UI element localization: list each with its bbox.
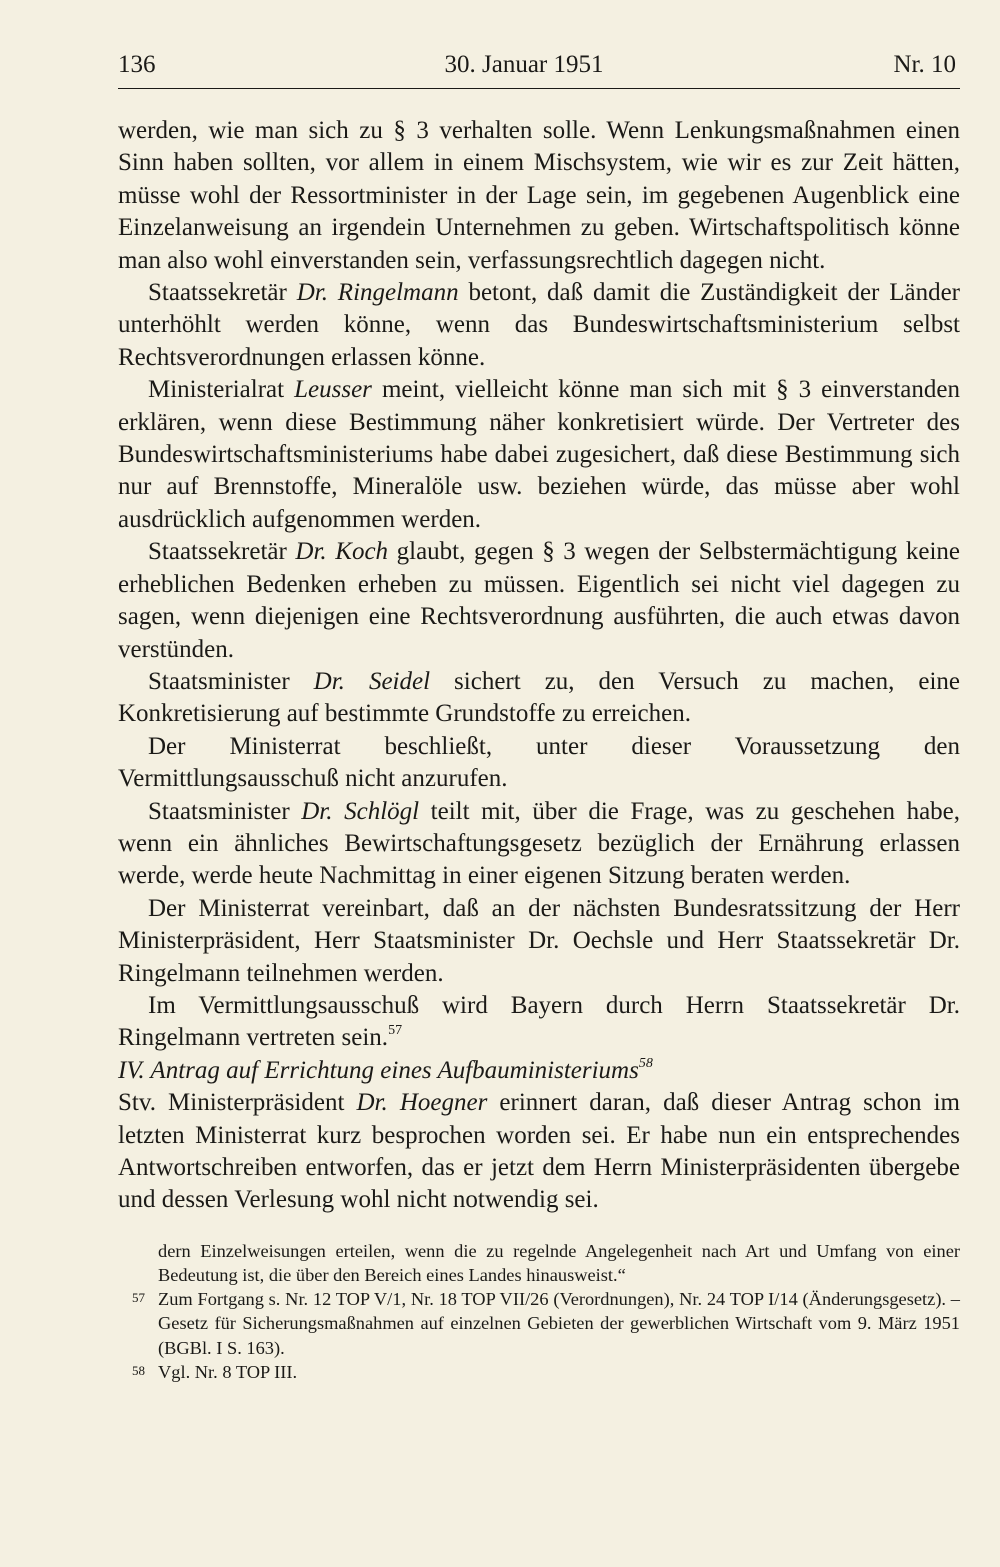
paragraph: Staatsminister Dr. Schlögl teilt mit, über die Frage, was zu geschehen habe, wenn ein ähnliches Bewirtschaftungsgesetz bezüglich der Ernährung erlassen werde, werde heute Nachmittag in einer eigenen Sitzung beraten werden.: [118, 797, 961, 890]
footnote-number: 58: [132, 1362, 145, 1378]
speaker-name: Dr. Koch: [295, 538, 389, 566]
section-heading: IV. Antrag auf Errichtung eines Aufbauministeriums$^{58}$: [118, 1055, 653, 1084]
paragraph: Stv. Ministerpräsident Dr. Hoegner erinnert daran, daß dieser Antrag schon im letzten Ministerrat kurz besprochen worden sei. Er habe nun ein entsprechendes Antwortschreiben entworfen, das er jetzt dem Herrn Ministerpräsidenten übergebe und dessen Verlesung wohl nicht notwendig sei.: [118, 1089, 960, 1214]
footnote-text: Vgl. Nr. 8 TOP III.: [158, 1361, 298, 1382]
paragraph: Ministerialrat Leusser meint, vielleicht könne man sich mit § 3 einverstanden erklären, wenn diese Bestimmung näher konkretisiert würde. Der Vertreter des Bundeswirtschaftsministeriums habe dabei zugesichert, daß diese Bestimmung sich nur auf Brennstoffe, Mineralöle usw. beziehen würde, das müsse aber wohl ausdrücklich aufgenommen werden.: [118, 376, 960, 533]
document-page: [118, 40, 960, 1384]
paragraph: werden, wie man sich zu § 3 verhalten solle. Wenn Lenkungsmaßnahmen einen Sinn haben sollten, vor allem in einem Mischsystem, wie wir es zur Zeit hätten, müsse wohl der Ressortminister in der Lage sein, im gegebenen Augenblick eine Einzelanweisung an irgendein Unternehmen zu geben. Wirtschaftspolitisch könne man also wohl einverstanden sein, verfassungsrechtlich dagegen nicht.: [118, 117, 960, 274]
speaker-name: Dr. Ringelmann: [296, 279, 459, 307]
footnote: [118, 1360, 960, 1384]
footnote: [118, 1287, 960, 1360]
paragraph: Im Vermittlungsausschuß wird Bayern durch Herrn Staatssekretär Dr. Ringelmann vertreten sein.$^{57}$: [118, 991, 960, 1052]
paragraph: Staatssekretär Dr. Ringelmann betont, daß damit die Zuständigkeit der Länder unterhöhlt werden könne, wenn das Bundeswirtschaftsministerium selbst Rechtsverordnungen erlassen könne.: [118, 279, 960, 371]
speaker-name: Dr. Seidel: [313, 667, 431, 695]
paragraph: Der Ministerrat vereinbart, daß an der nächsten Bundesratssitzung der Herr Ministerpräsident, Herr Staatsminister Dr. Oechsle und Herr Staatssekretär Dr. Ringelmann teilnehmen werden.: [118, 894, 960, 987]
speaker-name: Leusser: [294, 376, 372, 404]
paragraph: Staatsminister Dr. Seidel sichert zu, den Versuch zu machen, eine Konkretisierung auf bestimmte Grundstoffe zu erreichen.: [118, 667, 960, 728]
document-number: Nr. 10: [893, 51, 956, 78]
speaker-name: Dr. Hoegner: [356, 1089, 488, 1117]
footnote-number: 57: [132, 1290, 145, 1306]
header-date: 30. Januar 1951: [444, 51, 604, 78]
main-text: [118, 115, 960, 1217]
paragraph: Der Ministerrat beschließt, unter dieser Voraussetzung den Vermittlungsausschuß nicht anzurufen.: [118, 732, 960, 793]
paragraph: Staatssekretär Dr. Koch glaubt, gegen § 3 wegen der Selbstermächtigung keine erheblichen Bedenken erheben zu müssen. Eigentlich sei nicht viel dagegen zu sagen, wenn diejenigen eine Rechtsverordnung ausführten, die auch etwas davon verstünden.: [118, 538, 960, 663]
footnote-ref: 58: [638, 1055, 653, 1071]
footnote-continuation: dern Einzelweisungen erteilen, wenn die zu regelnde Angelegenheit nach Art und Umfang von einer Bedeutung ist, die über den Bereich eines Landes hinausweist.“: [158, 1240, 960, 1286]
footnote-text: Zum Fortgang s. Nr. 12 TOP V/1, Nr. 18 TOP VII/26 (Verordnungen), Nr. 24 TOP I/14 (Änderungsgesetz). – Gesetz für Sicherungsmaßnahmen auf einzelnen Gebieten der gewerblichen Wirtschaft vom 9. März 1951 (BGBl. I S. 163).: [158, 1289, 960, 1358]
page-number: 136: [118, 51, 156, 78]
header-rule: [118, 88, 960, 89]
speaker-name: Dr. Schlögl: [301, 797, 420, 825]
footnote-ref: 57: [388, 1023, 403, 1039]
running-header: [118, 40, 960, 82]
footnotes: [118, 1239, 960, 1384]
